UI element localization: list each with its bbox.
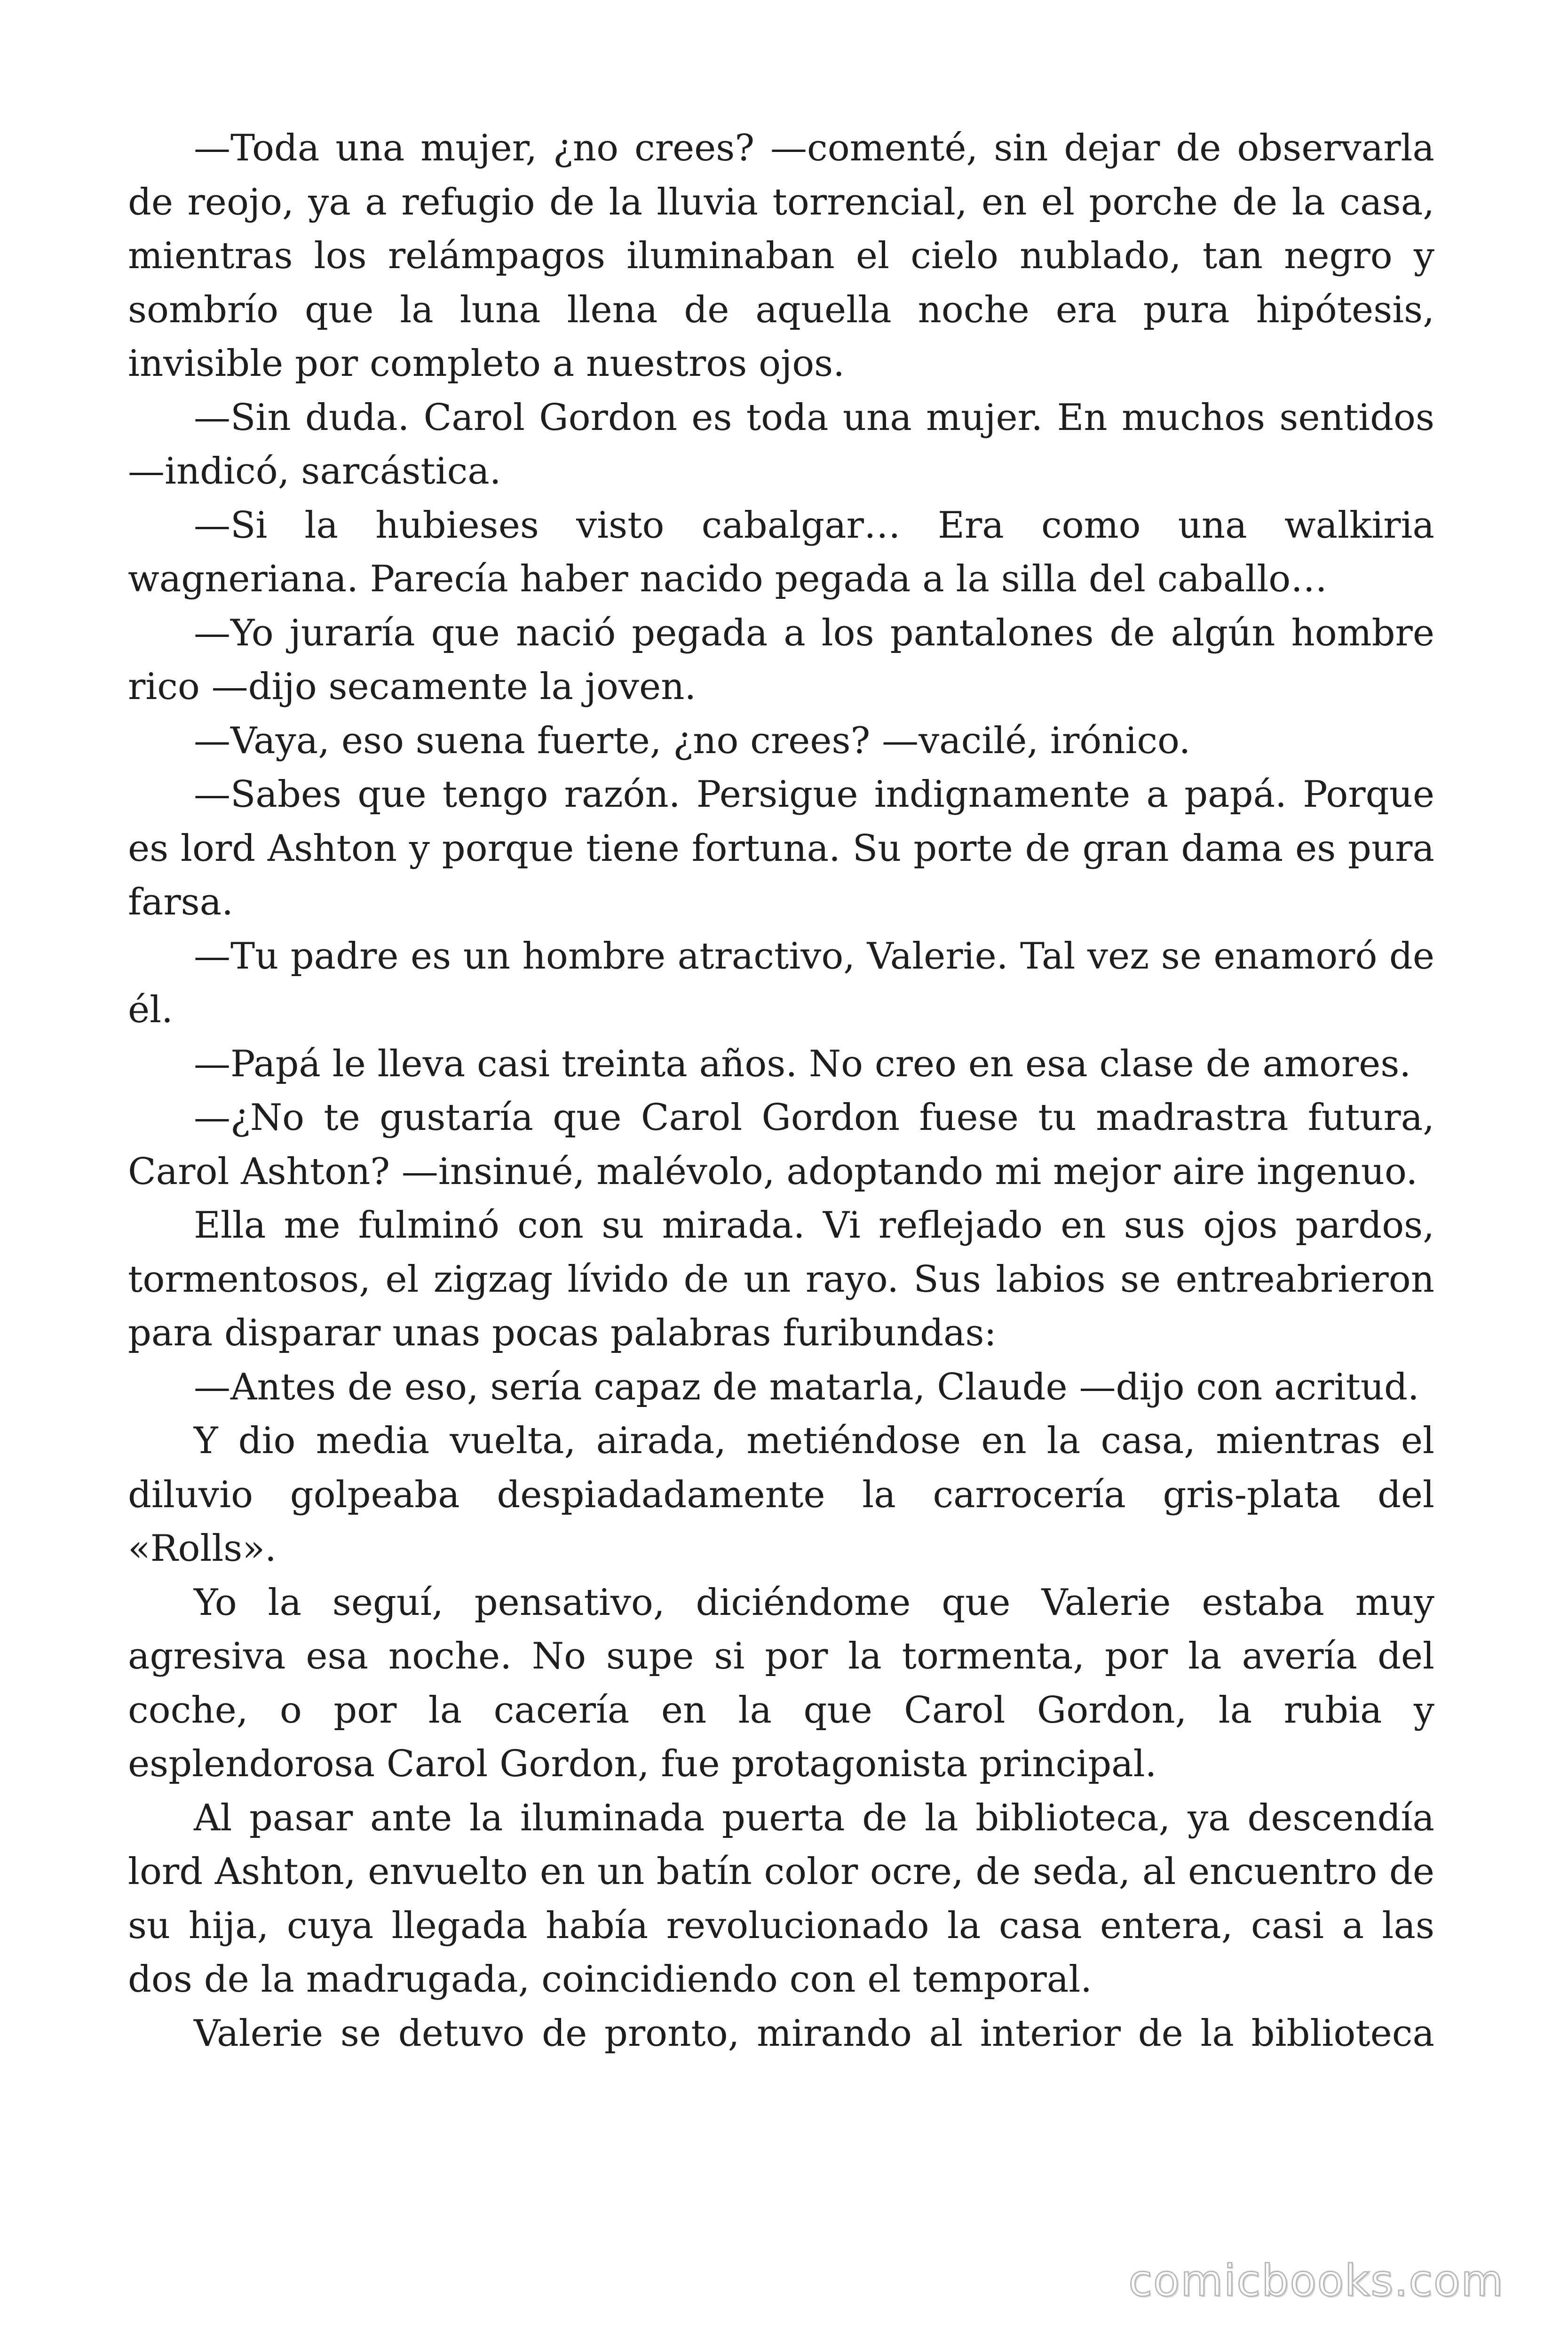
paragraph: —Si la hubieses visto cabalgar… Era como una walkiria wagneriana. Parecía haber nacido pegada a la silla del caballo…	[128, 504, 1434, 600]
paragraph: —Sin duda. Carol Gordon es toda una mujer. En muchos sentidos —indicó, sarcástica.	[128, 396, 1434, 493]
paragraph: Y dio media vuelta, airada, metiéndose en la casa, mientras el diluvio golpeaba despiadadamente la carrocería gris-plata del «Rolls».	[128, 1420, 1434, 1570]
paragraph: —Sabes que tengo razón. Persigue indignamente a papá. Porque es lord Ashton y porque tiene fortuna. Su porte de gran dama es pura farsa.	[128, 773, 1434, 923]
paragraph: —Tu padre es un hombre atractivo, Valerie. Tal vez se enamoró de él.	[128, 935, 1434, 1031]
paragraph: —Antes de eso, sería capaz de matarla, Claude —dijo con acritud.	[194, 1366, 1419, 1408]
paragraph: —Toda una mujer, ¿no crees? —comenté, sin dejar de observarla de reojo, ya a refugio de la lluvia torrencial, en el porche de la casa, mientras los relámpagos iluminaban el cielo nublado, tan negro y sombrío que la luna llena de aquella noche era pura hipótesis, invisible por completo a nuestros ojos.	[128, 127, 1434, 385]
paragraph: —¿No te gustaría que Carol Gordon fuese tu madrastra futura, Carol Ashton? —insinué, malévolo, adoptando mi mejor aire ingenuo.	[128, 1097, 1434, 1193]
paragraph: Al pasar ante la iluminada puerta de la biblioteca, ya descendía lord Ashton, envuelto en un batín color ocre, de seda, al encuentro de su hija, cuya llegada había revolucionado la casa entera, casi a las dos de la madrugada, coincidiendo con el temporal.	[128, 1796, 1434, 2001]
paragraph: —Vaya, eso suena fuerte, ¿no crees? —vacilé, irónico.	[194, 719, 1191, 762]
paragraph: —Papá le lleva casi treinta años. No creo en esa clase de amores.	[194, 1042, 1411, 1085]
watermark: comicbooks.com	[1128, 2256, 1504, 2306]
paragraph: Ella me fulminó con su mirada. Vi reflejado en sus ojos pardos, tormentosos, el zigzag lívido de un rayo. Sus labios se entreabrieron para disparar unas pocas palabras furibundas:	[128, 1204, 1434, 1354]
body-text	[128, 121, 1434, 2060]
paragraph: —Yo juraría que nació pegada a los pantalones de algún hombre rico —dijo secamente la joven.	[128, 612, 1434, 708]
paragraph-last-line: Valerie se detuvo de pronto, mirando al interior de la biblioteca	[194, 2012, 1434, 2055]
paragraph: Yo la seguí, pensativo, diciéndome que Valerie estaba muy agresiva esa noche. No supe si por la tormenta, por la avería del coche, o por la cacería en la que Carol Gordon, la rubia y esplendorosa Carol Gordon, fue protagonista principal.	[128, 1581, 1434, 1785]
